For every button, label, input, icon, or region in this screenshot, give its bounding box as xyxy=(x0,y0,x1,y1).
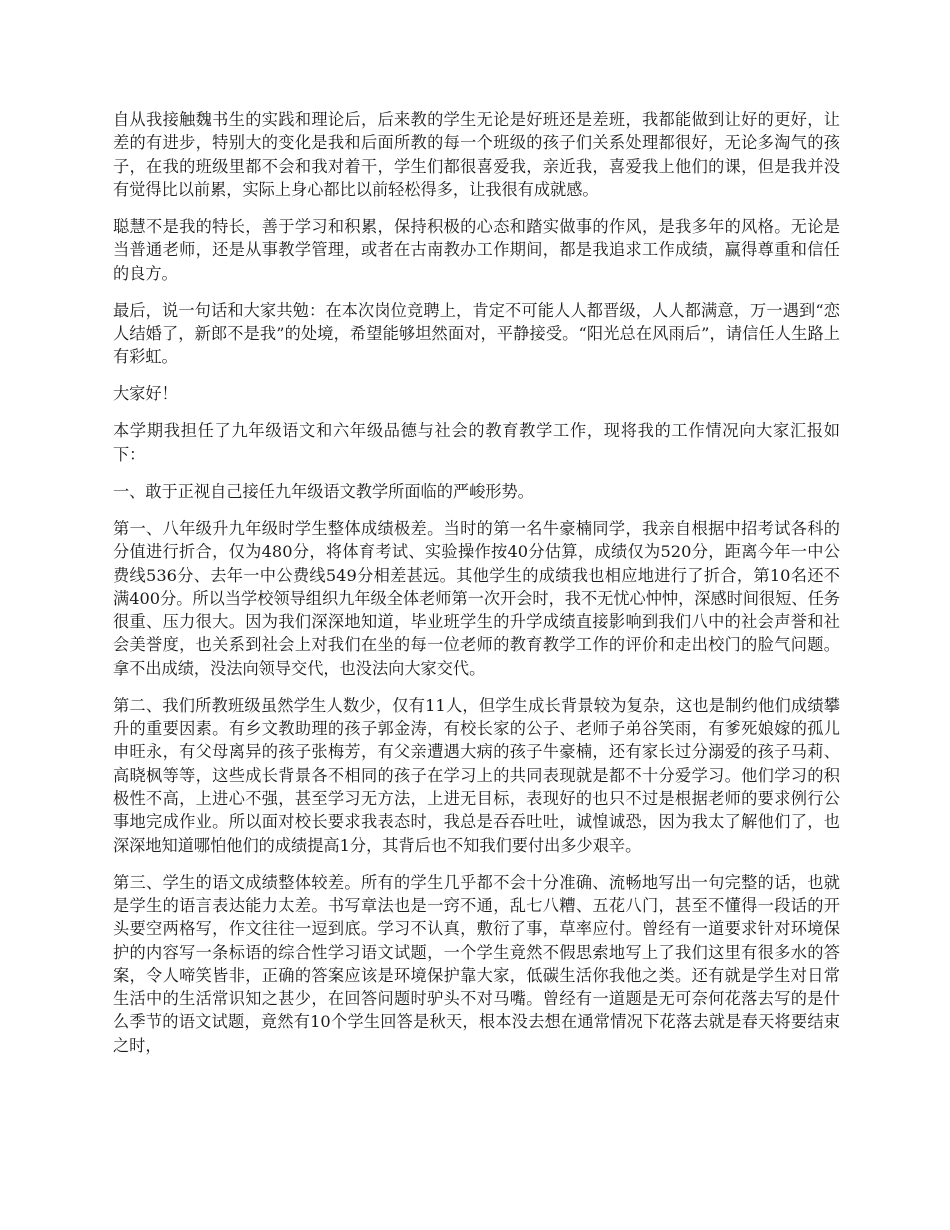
paragraph-report-intro: 本学期我担任了九年级语文和六年级品德与社会的教育教学工作，现将我的工作情况向大家汇报如下： xyxy=(113,421,840,464)
paragraph-greeting: 大家好！ xyxy=(113,384,178,404)
document-body xyxy=(113,108,840,1071)
paragraph-closing-remarks: 最后，说一句话和大家共勉：在本次岗位竞聘上，肯定不可能人人都晋级，人人都满意，万一遇到“恋人结婚了，新郎不是我”的处境，希望能够坦然面对，平静接受。“阳光总在风雨后”，请信任人生路上有彩虹。 xyxy=(113,300,840,367)
paragraph-point-1: 第一、八年级升九年级时学生整体成绩极差。当时的第一名牛豪楠同学，我亲自根据中招考试各科的分值进行折合，仅为480分，将体育考试、实验操作按40分估算，成绩仅为520分，距离今年一中公费线536分、去年一中公费线549分相差甚远。其他学生的成绩我也相应地进行了折合，第10名还不满400分。所以当学校领导组织九年级全体老师第一次开会时，我不无忧心忡忡，深感时间很短、任务很重、压力很大。因为我们深深地知道，毕业班学生的升学成绩直接影响到我们八中的社会声誉和社会美誉度，也关系到社会上对我们在坐的每一位老师的教育教学工作的评价和走出校门的脸气问题。拿不出成绩，没法向领导交代，也没法向大家交代。 xyxy=(113,518,840,678)
paragraph-point-2: 第二、我们所教班级虽然学生人数少，仅有11人，但学生成长背景较为复杂，这也是制约他们成绩攀升的重要因素。有乡文教助理的孩子郭金涛，有校长家的公子、老师子弟谷笑雨，有爹死娘嫁的孤儿申旺永，有父母离异的孩子张梅芳，有父亲遭遇大病的孩子牛豪楠，还有家长过分溺爱的孩子马莉、高晓枫等等，这些成长背景各不相同的孩子在学习上的共同表现就是都不十分爱学习。他们学习的积极性不高，上进心不强，甚至学习无方法，上进无目标，表现好的也只不过是根据老师的要求例行公事地完成作业。所以面对校长要求我表态时，我总是吞吞吐吐，诚惶诚恐，因为我太了解他们了，也深深地知道哪怕他们的成绩提高1分，其背后也不知我们要付出多少艰辛。 xyxy=(113,695,840,855)
paragraph-point-3: 第三、学生的语文成绩整体较差。所有的学生几乎都不会十分准确、流畅地写出一句完整的话，也就是学生的语言表达能力太差。书写章法也是一窍不通，乱七八糟、五花八门，甚至不懂得一段话的开头要空两格写，作文往往一逗到底。学习不认真，敷衍了事，草率应付。曾经有一道要求针对环境保护的内容写一条标语的综合性学习语文试题，一个学生竟然不假思索地写上了我们这里有很多水的答案，令人啼笑皆非，正确的答案应该是环境保护靠大家，低碳生活你我他之类。还有就是学生对日常生活中的生活常识知之甚少，在回答问题时驴头不对马嘴。曾经有一道题是无可奈何花落去写的是什么季节的语文试题，竟然有10个学生回答是秋天，根本没去想在通常情况下花落去就是春天将要结束之时， xyxy=(113,872,840,1055)
section-heading-1: 一、敢于正视自己接任九年级语文教学所面临的严峻形势。 xyxy=(113,481,534,501)
paragraph-personal-style: 聪慧不是我的特长，善于学习和积累，保持积极的心态和踏实做事的作风，是我多年的风格。无论是当普通老师，还是从事教学管理，或者在古南教办工作期间，都是我追求工作成绩，赢得尊重和信任的良方。 xyxy=(113,216,840,283)
paragraph-wei-shusheng-practice: 自从我接触魏书生的实践和理论后，后来教的学生无论是好班还是差班，我都能做到让好的更好，让差的有进步，特别大的变化是我和后面所教的每一个班级的孩子们关系处理都很好，无论多淘气的孩子，在我的班级里都不会和我对着干，学生们都很喜爱我，亲近我，喜爱我上他们的课，但是我并没有觉得比以前累，实际上身心都比以前轻松得多，让我很有成就感。 xyxy=(113,110,840,199)
